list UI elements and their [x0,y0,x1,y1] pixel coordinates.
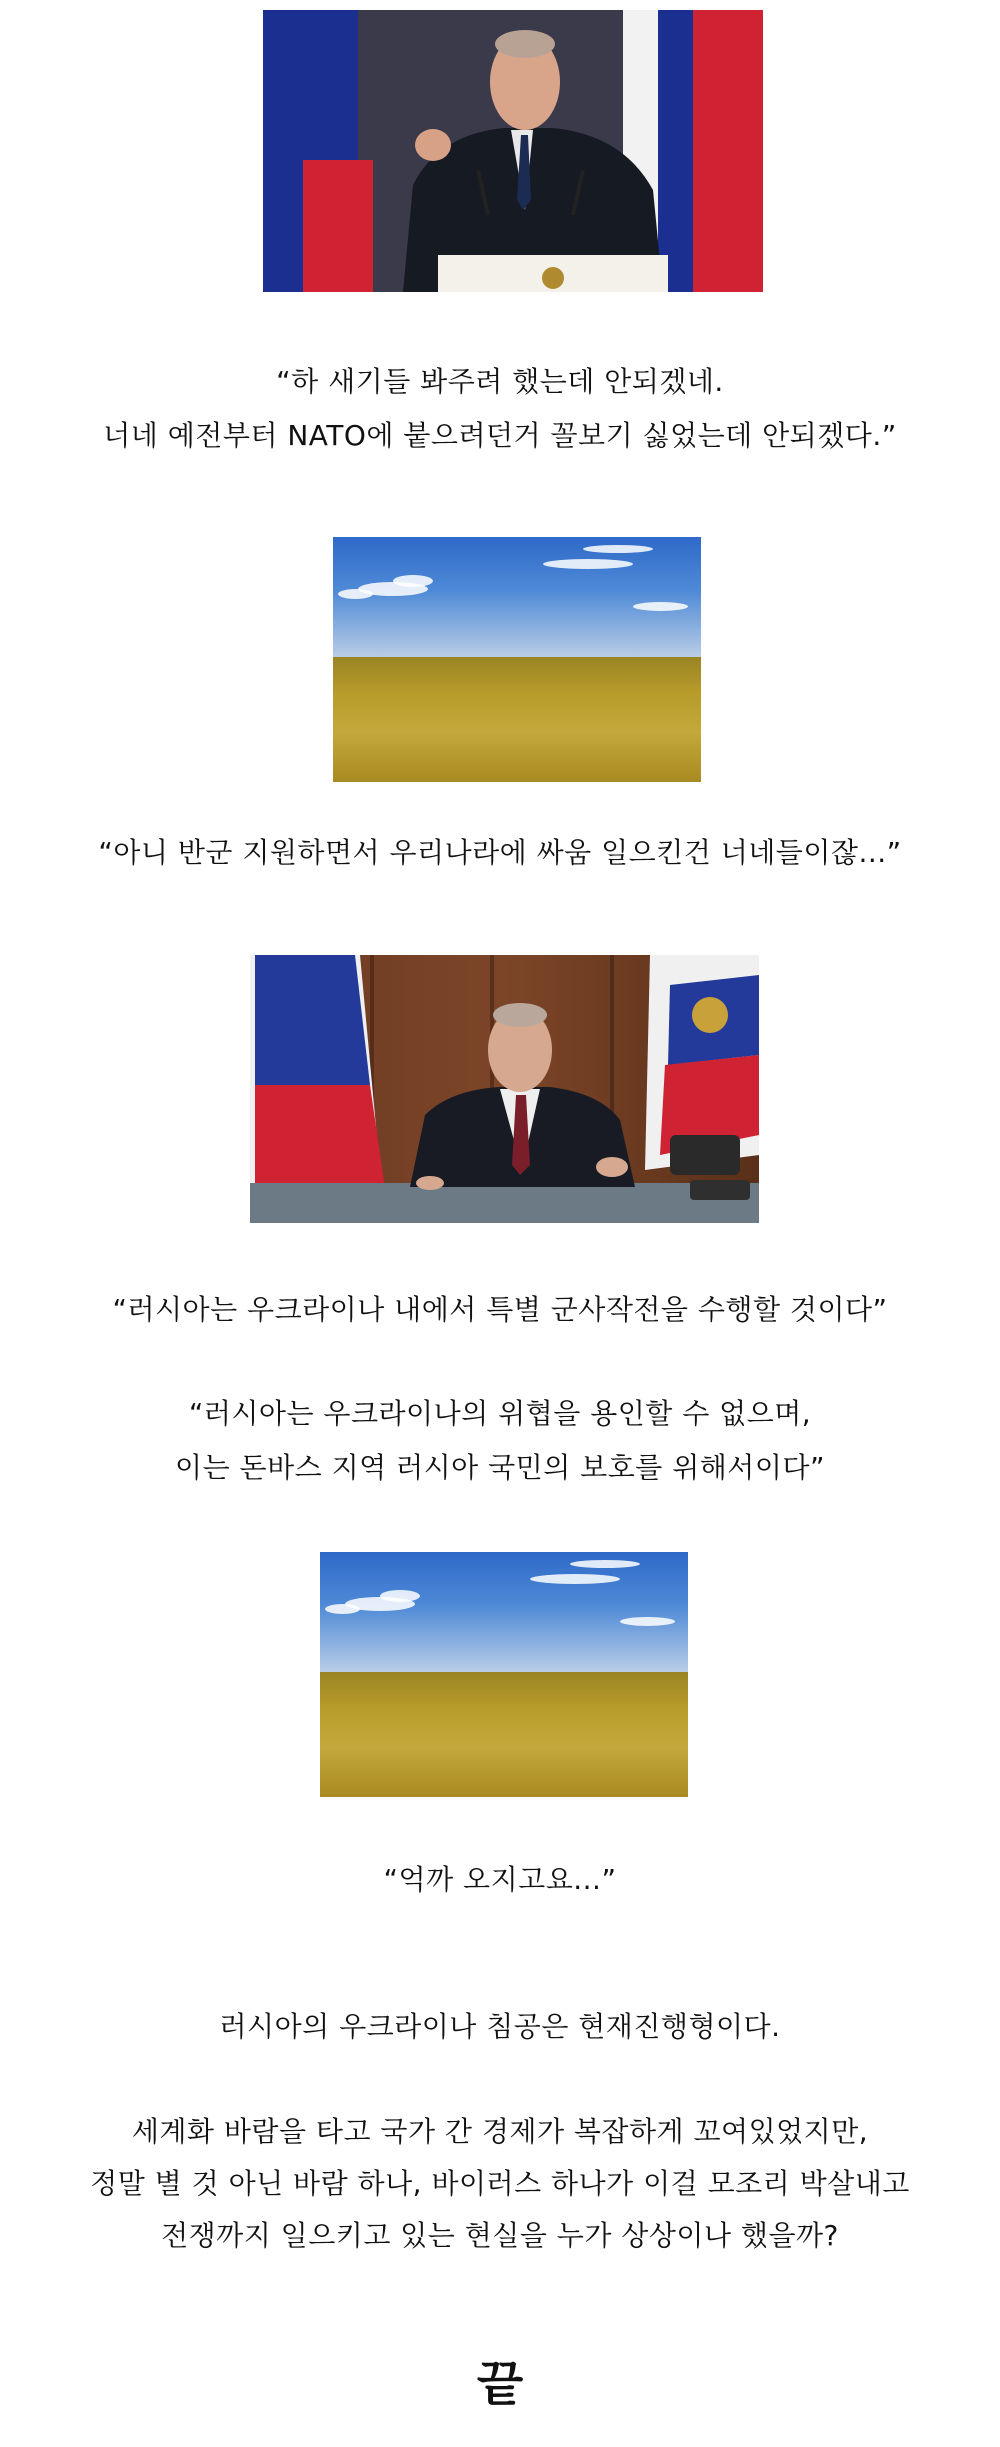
closing-line-1: 러시아의 우크라이나 침공은 현재진행형이다. [219,2010,781,2043]
closing-line-2: 세계화 바람을 타고 국가 간 경제가 복잡하게 꼬여있었지만, [131,2115,869,2148]
quote-4-line-1: “러시아는 우크라이나의 위협을 용인할 수 없으며, [188,1397,812,1430]
closing-line-4: 전쟁까지 일으키고 있는 현실을 누가 상상이나 했을까? [161,2219,839,2252]
quote-3: “러시아는 우크라이나 내에서 특별 군사작전을 수행할 것이다” [112,1293,888,1326]
quote-1-line-2: 너네 예전부터 NATO에 붙으려던거 꼴보기 싫었는데 안되겠다.” [103,419,897,452]
quote-5: “억까 오지고요...” [383,1863,617,1896]
closing-line-3: 정말 별 것 아닌 바람 하나, 바이러스 하나가 이걸 모조리 박살내고 [90,2167,910,2200]
end-mark: 끝 [476,2356,524,2412]
wheat-field-photo [333,537,701,782]
desk-address-photo [250,955,759,1223]
quote-2: “아니 반군 지원하면서 우리나라에 싸움 일으킨건 너네들이잖...” [98,836,902,869]
quote-1-line-1: “하 새기들 봐주려 했는데 안되겠네. [276,365,724,398]
quote-4-line-2: 이는 돈바스 지역 러시아 국민의 보호를 위해서이다” [175,1451,825,1484]
podium-speech-photo [263,10,763,292]
wheat-field-photo-2 [320,1552,688,1797]
